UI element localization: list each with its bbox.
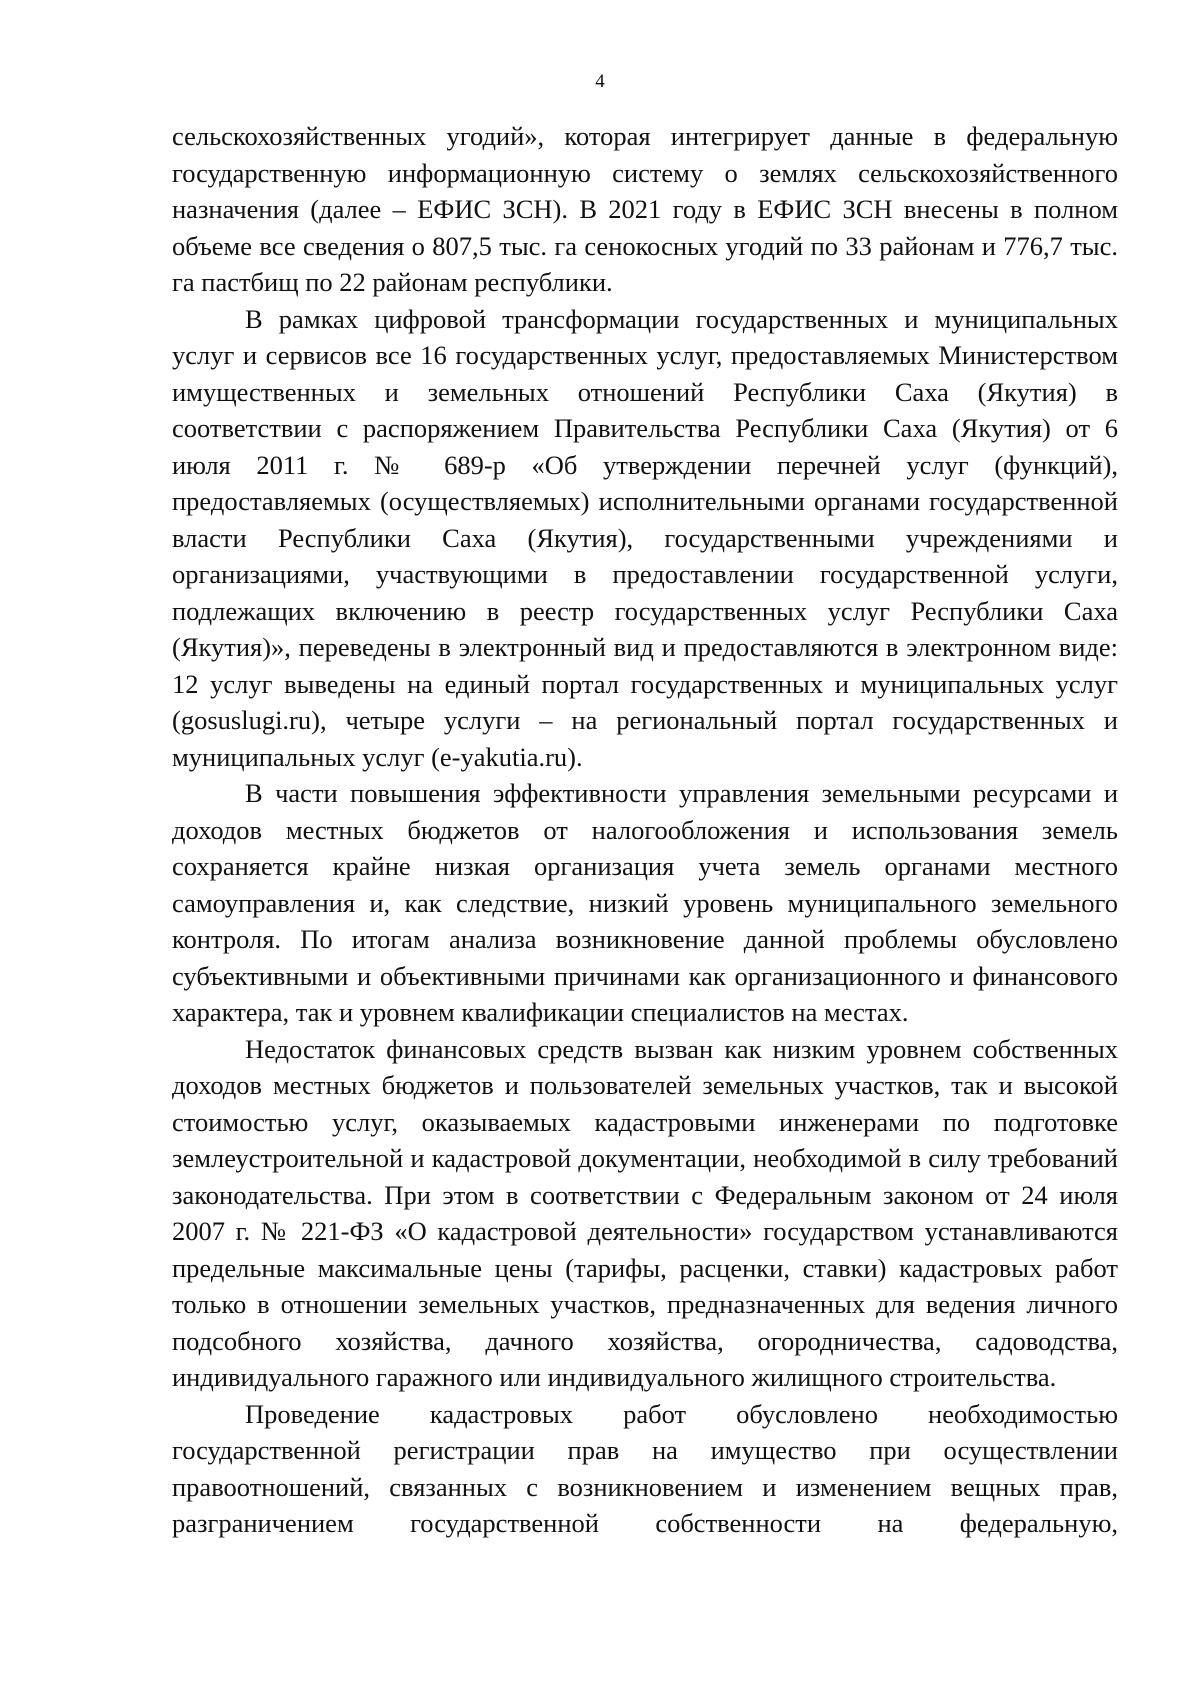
- document-body: [172, 118, 1118, 1542]
- paragraph: сельскохозяйственных угодий», которая интегрирует данные в федеральную государственную информационную систему о землях сельскохозяйственного назначения (далее – ЕФИС ЗСН). В 2021 году в ЕФИС ЗСН внесены в полном объеме все сведения о 807,5 тыс. га сенокосных угодий по 33 районам и 776,7 тыс. га пастбищ по 22 районам республики.: [172, 121, 1118, 297]
- paragraph: В рамках цифровой трансформации государственных и муниципальных услуг и сервисов все 16 государственных услуг, предоставляемых Министерством имущественных и земельных отношений Республики Саха (Якутия) в соответствии с распоряжением Правительства Республики Саха (Якутия) от 6 июля 2011 г. № 689-р «Об утверждении перечней услуг (функций), предоставляемых (осуществляемых) исполнительными органами государственной власти Республики Саха (Якутия), государственными учреждениями и организациями, участвующими в предоставлении государственной услуги, подлежащих включению в реестр государственных услуг Республики Саха (Якутия)», переведены в электронный вид и предоставляются в электронном виде: 12 услуг выведены на единый портал государственных и муниципальных услуг (gosuslugi.ru), четыре услуги – на региональный портал государственных и муниципальных услуг (e-yakutia.ru).: [172, 303, 1118, 772]
- page-number: 4: [595, 71, 605, 92]
- paragraph: Недостаток финансовых средств вызван как низким уровнем собственных доходов местных бюджетов и пользователей земельных участков, так и высокой стоимостью услуг, оказываемых кадастровыми инженерами по подготовке землеустроительной и кадастровой документации, необходимой в силу требований законодательства. При этом в соответствии с Федеральным законом от 24 июля 2007 г. № 221-ФЗ «О кадастровой деятельности» государством устанавливаются предельные максимальные цены (тарифы, расценки, ставки) кадастровых работ только в отношении земельных участков, предназначенных для ведения личного подсобного хозяйства, дачного хозяйства, огородничества, садоводства, индивидуального гаражного или индивидуального жилищного строительства.: [172, 1033, 1118, 1392]
- paragraph: В части повышения эффективности управления земельными ресурсами и доходов местных бюджетов от налогообложения и использования земель сохраняется крайне низкая организация учета земель органами местного самоуправления и, как следствие, низкий уровень муниципального земельного контроля. По итогам анализа возникновение данной проблемы обусловлено субъективными и объективными причинами как организационного и финансового характера, так и уровнем квалификации специалистов на местах.: [172, 778, 1118, 1027]
- paragraph: Проведение кадастровых работ обусловлено необходимостью государственной регистрации прав на имущество при осуществлении правоотношений, связанных с возникновением и изменением вещных прав, разграничением государственной собственности на федеральную,: [172, 1398, 1118, 1538]
